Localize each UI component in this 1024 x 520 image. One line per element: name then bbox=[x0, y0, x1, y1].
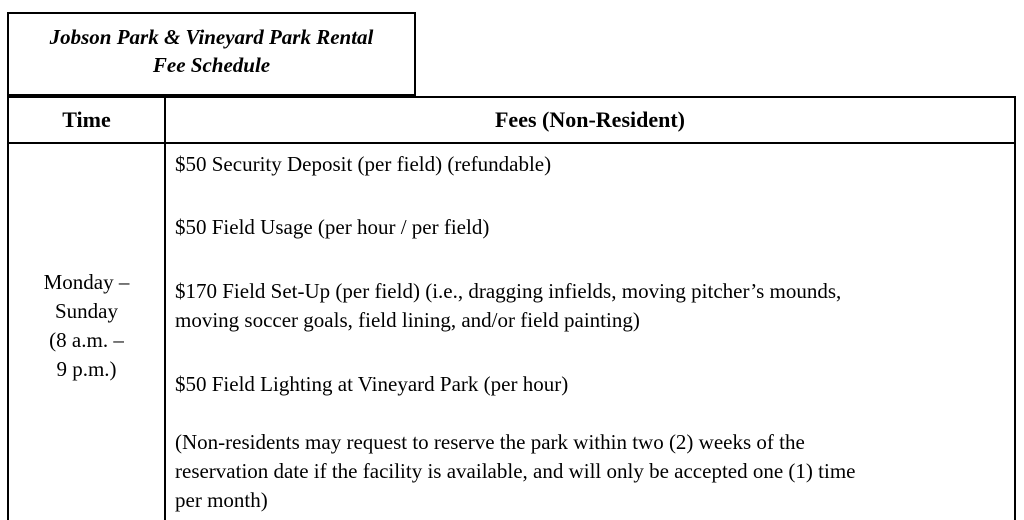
note-line-3: per month) bbox=[175, 488, 268, 512]
time-cell bbox=[9, 268, 164, 384]
fee-schedule-table bbox=[7, 96, 1016, 520]
time-line-3: (8 a.m. – bbox=[49, 328, 124, 352]
column-divider bbox=[164, 98, 166, 520]
fees-column-header: Fees (Non-Resident) bbox=[494, 107, 686, 132]
document-title bbox=[7, 12, 416, 96]
table-header-row bbox=[9, 98, 1014, 144]
field-setup-line-2: moving soccer goals, field lining, and/or field painting) bbox=[175, 308, 640, 332]
title-line-2: Fee Schedule bbox=[152, 53, 271, 77]
time-column-header: Time bbox=[62, 107, 111, 132]
field-usage-text: $50 Field Usage (per hour / per field) bbox=[175, 215, 490, 239]
security-deposit-fee bbox=[175, 150, 1005, 179]
security-deposit-text: $50 Security Deposit (per field) (refundable) bbox=[175, 152, 552, 176]
note-line-1: (Non-residents may request to reserve the park within two (2) weeks of the bbox=[175, 430, 805, 454]
field-setup-fee bbox=[175, 277, 1005, 335]
field-lighting-fee bbox=[175, 370, 1005, 399]
field-usage-fee bbox=[175, 213, 1005, 242]
non-resident-note bbox=[175, 428, 1005, 515]
time-line-4: 9 p.m.) bbox=[56, 357, 117, 381]
note-line-2: reservation date if the facility is available, and will only be accepted one (1) time bbox=[175, 459, 856, 483]
time-line-2: Sunday bbox=[55, 299, 118, 323]
field-lighting-text: $50 Field Lighting at Vineyard Park (per hour) bbox=[175, 372, 569, 396]
time-line-1: Monday – bbox=[43, 270, 130, 294]
field-setup-line-1: $170 Field Set-Up (per field) (i.e., dragging infields, moving pitcher’s mounds, bbox=[175, 279, 842, 303]
title-line-1: Jobson Park & Vineyard Park Rental bbox=[49, 25, 374, 49]
